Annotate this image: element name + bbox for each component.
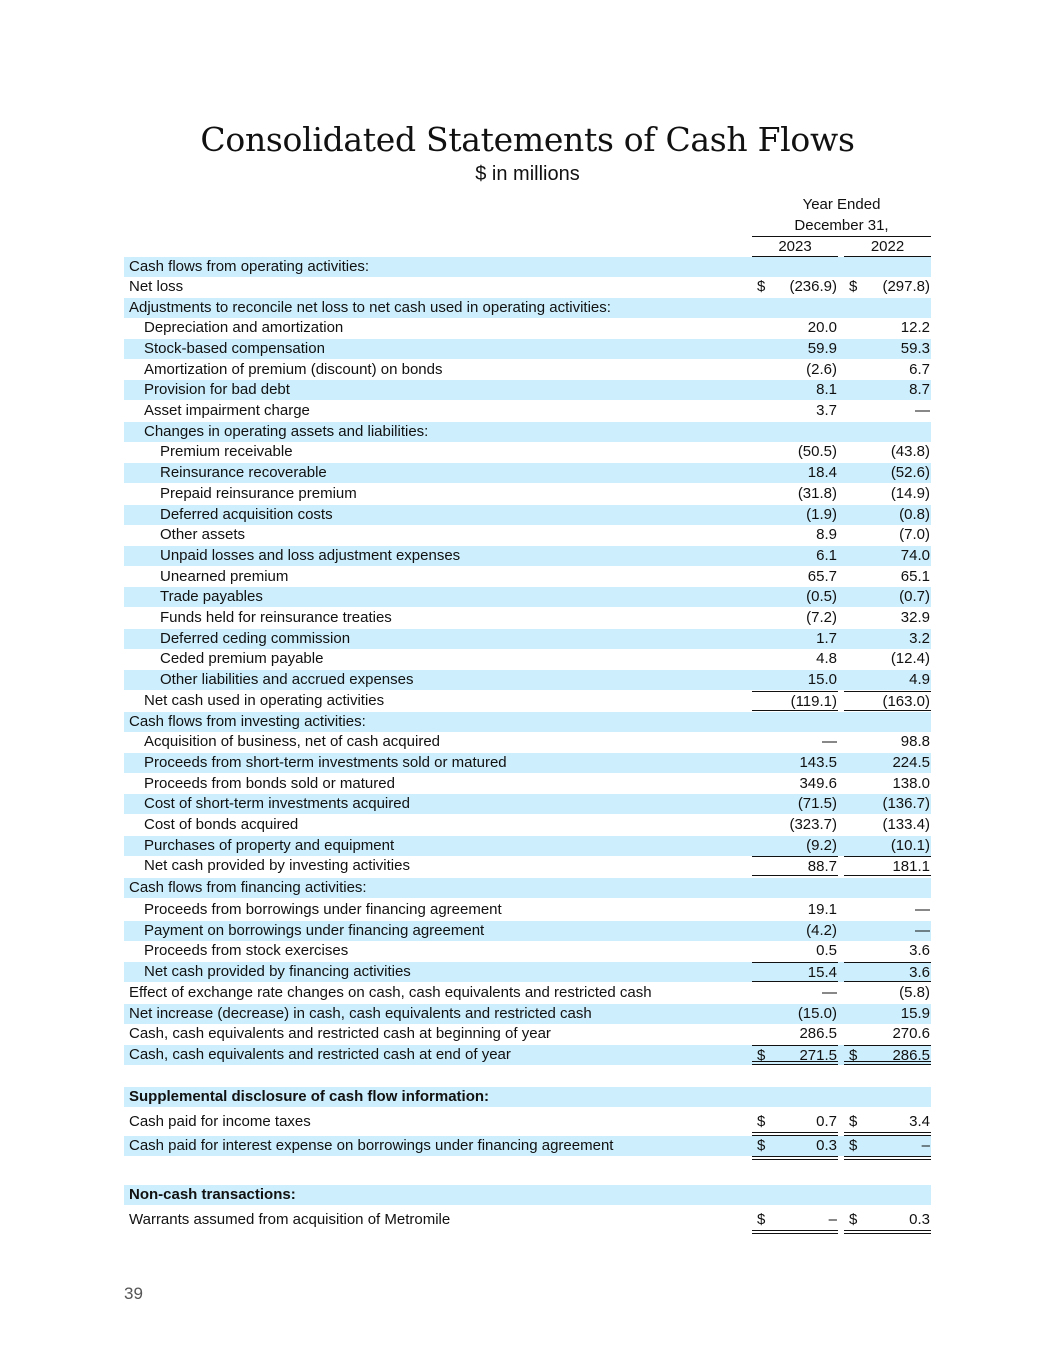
value-2023 [752, 422, 838, 442]
cell-value: (15.0) [797, 1005, 837, 1022]
value-2023 [752, 649, 838, 669]
row-label: Net loss [129, 278, 184, 295]
value-2022 [844, 962, 931, 982]
cell-value: — [822, 733, 837, 750]
cell-value: 15.4 [807, 964, 837, 981]
cell-value: (136.7) [882, 795, 930, 812]
cell-value: 59.9 [807, 340, 837, 357]
value-2023 [752, 318, 838, 338]
cell-value: (323.7) [789, 816, 837, 833]
cell-value: 0.7 [816, 1113, 837, 1130]
row-label: Cost of short-term investments acquired [144, 795, 410, 812]
table-row [124, 422, 931, 442]
value-2022 [844, 1210, 931, 1234]
cell-value: — [915, 901, 930, 918]
value-2023 [752, 629, 838, 649]
row-label: Other liabilities and accrued expenses [160, 671, 414, 688]
value-2022 [844, 1045, 931, 1065]
value-2022 [844, 277, 931, 297]
header-col-2023: 2023 [778, 238, 812, 255]
row-label: Net increase (decrease) in cash, cash equivalents and restricted cash [129, 1005, 592, 1022]
cell-value: 270.6 [892, 1025, 930, 1042]
value-2023 [752, 878, 838, 898]
value-2023 [752, 1087, 838, 1107]
cell-value: (9.2) [806, 837, 837, 854]
header-year-ended: Year Ended [802, 196, 881, 213]
cell-value: 8.1 [816, 381, 837, 398]
table-row [124, 380, 931, 400]
table-row [124, 629, 931, 649]
cell-value: 15.0 [807, 671, 837, 688]
table-row [124, 505, 931, 525]
row-label: Amortization of premium (discount) on bonds [144, 361, 443, 378]
row-label: Trade payables [160, 588, 263, 605]
cell-value: 20.0 [807, 319, 837, 336]
currency-symbol: $ [849, 1113, 858, 1130]
row-label: Proceeds from borrowings under financing agreement [144, 901, 502, 918]
value-2022 [844, 815, 931, 835]
cell-value: 65.7 [807, 568, 837, 585]
value-2022 [844, 670, 931, 690]
value-2023 [752, 962, 838, 982]
value-2023 [752, 505, 838, 525]
cell-value: 74.0 [900, 547, 930, 564]
row-label: Prepaid reinsurance premium [160, 485, 357, 502]
table-row [124, 525, 931, 545]
currency-symbol: $ [757, 1047, 766, 1064]
table-row [124, 277, 931, 297]
cell-value: 3.7 [816, 402, 837, 419]
value-2022 [844, 856, 931, 876]
row-label: Asset impairment charge [144, 402, 310, 419]
cell-value: 224.5 [892, 754, 930, 771]
cell-value: 6.1 [816, 547, 837, 564]
table-row [124, 463, 931, 483]
section-heading [124, 1087, 931, 1107]
table-row [124, 712, 931, 732]
cell-value: 0.3 [909, 1211, 930, 1228]
section-heading [124, 1185, 931, 1205]
value-2022 [844, 732, 931, 752]
row-label: Non-cash transactions: [129, 1186, 296, 1203]
value-2022 [844, 629, 931, 649]
value-2023 [752, 753, 838, 773]
row-label: Cash paid for income taxes [129, 1113, 311, 1130]
cell-value: (7.0) [899, 526, 930, 543]
page-subtitle: $ in millions [475, 163, 580, 185]
row-label: Other assets [160, 526, 246, 543]
cell-value: (5.8) [899, 984, 930, 1001]
table-row [124, 318, 931, 338]
cell-value: 32.9 [900, 609, 930, 626]
value-2022 [844, 525, 931, 545]
cell-value: 0.3 [816, 1137, 837, 1154]
table-row [124, 794, 931, 814]
table-row [124, 1210, 931, 1230]
table-row [124, 983, 931, 1003]
value-2022 [844, 1024, 931, 1044]
value-2023 [752, 360, 838, 380]
value-2022 [844, 339, 931, 359]
value-2022 [844, 505, 931, 525]
row-label: Supplemental disclosure of cash flow information: [129, 1088, 490, 1105]
row-label: Cost of bonds acquired [144, 816, 299, 833]
cell-value: 181.1 [892, 858, 930, 875]
cell-value: 271.5 [799, 1047, 837, 1064]
value-2023 [752, 921, 838, 941]
table-row [124, 670, 931, 690]
value-2023 [752, 546, 838, 566]
cell-value: 286.5 [799, 1025, 837, 1042]
cell-value: (133.4) [882, 816, 930, 833]
currency-symbol: $ [849, 1047, 858, 1064]
table-row [124, 1045, 931, 1065]
table-row [124, 815, 931, 835]
value-2022 [844, 774, 931, 794]
currency-symbol: $ [757, 278, 766, 295]
value-2022 [844, 878, 931, 898]
value-2022 [844, 983, 931, 1003]
value-2023 [752, 567, 838, 587]
row-label: Purchases of property and equipment [144, 837, 395, 854]
cell-value: (297.8) [882, 278, 930, 295]
table-row [124, 484, 931, 504]
cell-value: 65.1 [900, 568, 930, 585]
row-label: Net cash used in operating activities [144, 692, 385, 709]
cell-value: 98.8 [900, 733, 930, 750]
value-2022 [844, 1185, 931, 1205]
value-2023 [752, 380, 838, 400]
cell-value: 15.9 [900, 1005, 930, 1022]
cell-value: (236.9) [789, 278, 837, 295]
cell-value: – [828, 1211, 837, 1228]
row-label: Payment on borrowings under financing agreement [144, 922, 485, 939]
cell-value: (50.5) [797, 443, 837, 460]
cell-value: (1.9) [806, 506, 837, 523]
value-2023 [752, 608, 838, 628]
table-row [124, 567, 931, 587]
value-2023 [752, 1004, 838, 1024]
table-row [124, 401, 931, 421]
row-label: Acquisition of business, net of cash acquired [144, 733, 441, 750]
value-2022 [844, 649, 931, 669]
currency-symbol: $ [849, 278, 858, 295]
value-2023 [752, 1210, 838, 1234]
page-number: 39 [124, 1284, 143, 1303]
row-label: Funds held for reinsurance treaties [160, 609, 392, 626]
value-2022 [844, 1004, 931, 1024]
cell-value: (71.5) [797, 795, 837, 812]
table-row [124, 442, 931, 462]
value-2022 [844, 463, 931, 483]
cell-value: 4.9 [909, 671, 930, 688]
value-2023 [752, 794, 838, 814]
cell-value: – [921, 1137, 930, 1154]
currency-symbol: $ [849, 1137, 858, 1154]
value-2023 [752, 691, 838, 711]
table-row [124, 360, 931, 380]
row-label: Proceeds from short-term investments sold or matured [144, 754, 507, 771]
value-2023 [752, 774, 838, 794]
value-2023 [752, 442, 838, 462]
value-2023 [752, 1112, 838, 1136]
table-row [124, 1004, 931, 1024]
cell-value: (0.7) [899, 588, 930, 605]
cell-value: 8.7 [909, 381, 930, 398]
cell-value: 8.9 [816, 526, 837, 543]
table-row [124, 1024, 931, 1044]
cell-value: (4.2) [806, 922, 837, 939]
value-2022 [844, 380, 931, 400]
page-title: Consolidated Statements of Cash Flows [200, 120, 855, 159]
row-label: Ceded premium payable [160, 650, 324, 667]
table-row [124, 921, 931, 941]
row-label: Net cash provided by financing activities [144, 963, 411, 980]
row-label: Cash flows from financing activities: [129, 879, 367, 896]
value-2022 [844, 691, 931, 711]
row-label: Cash, cash equivalents and restricted cash at beginning of year [129, 1025, 551, 1042]
table-row [124, 1112, 931, 1132]
table-row [124, 691, 931, 711]
value-2023 [752, 856, 838, 876]
cell-value: (2.6) [806, 361, 837, 378]
value-2023 [752, 836, 838, 856]
cell-value: (7.2) [806, 609, 837, 626]
value-2022 [844, 484, 931, 504]
value-2022 [844, 546, 931, 566]
table-row [124, 836, 931, 856]
header-col-2022: 2022 [870, 238, 905, 255]
table-row [124, 298, 931, 318]
row-label: Effect of exchange rate changes on cash, cash equivalents and restricted cash [129, 984, 652, 1001]
value-2023 [752, 277, 838, 297]
table-row [124, 962, 931, 982]
table-row [124, 587, 931, 607]
cell-value: 3.2 [909, 630, 930, 647]
value-2022 [844, 921, 931, 941]
value-2022 [844, 608, 931, 628]
cell-value: 18.4 [807, 464, 837, 481]
value-2023 [752, 941, 838, 961]
cell-value: (119.1) [790, 693, 837, 710]
cell-value: — [915, 402, 930, 419]
row-label: Changes in operating assets and liabilities: [144, 423, 429, 440]
value-2023 [752, 732, 838, 752]
value-2023 [752, 1185, 838, 1205]
value-2023 [752, 484, 838, 504]
value-2022 [844, 567, 931, 587]
table-row [124, 257, 931, 277]
table-row [124, 753, 931, 773]
value-2023 [752, 298, 838, 318]
value-2023 [752, 1136, 838, 1160]
table-row [124, 649, 931, 669]
cell-value: (0.5) [806, 588, 837, 605]
table-row [124, 856, 931, 876]
cell-value: 138.0 [892, 775, 930, 792]
cell-value: 3.6 [909, 964, 930, 981]
row-label: Warrants assumed from acquisition of Metromile [129, 1211, 451, 1228]
row-label: Deferred acquisition costs [160, 506, 333, 523]
cell-value: 286.5 [892, 1047, 930, 1064]
value-2022 [844, 360, 931, 380]
value-2023 [752, 712, 838, 732]
value-2022 [844, 836, 931, 856]
cell-value: — [822, 984, 837, 1001]
table-row [124, 941, 931, 961]
table-row [124, 878, 931, 898]
cell-value: (14.9) [890, 485, 930, 502]
cell-value: 1.7 [816, 630, 837, 647]
row-label: Unpaid losses and loss adjustment expenses [160, 547, 461, 564]
value-2022 [844, 941, 931, 961]
value-2022 [844, 401, 931, 421]
value-2022 [844, 257, 931, 277]
value-2023 [752, 257, 838, 277]
row-label: Deferred ceding commission [160, 630, 351, 647]
row-label: Cash, cash equivalents and restricted cash at end of year [129, 1046, 511, 1063]
cell-value: 3.4 [909, 1113, 930, 1130]
row-label: Provision for bad debt [144, 381, 290, 398]
row-label: Cash flows from operating activities: [129, 258, 370, 275]
cell-value: 349.6 [799, 775, 837, 792]
row-label: Proceeds from bonds sold or matured [144, 775, 395, 792]
value-2023 [752, 587, 838, 607]
cell-value: 143.5 [799, 754, 837, 771]
cell-value: 4.8 [816, 650, 837, 667]
row-label: Reinsurance recoverable [160, 464, 327, 481]
cell-value: (10.1) [890, 837, 930, 854]
cell-value: 12.2 [900, 319, 930, 336]
table-row [124, 339, 931, 359]
value-2022 [844, 442, 931, 462]
value-2022 [844, 900, 931, 920]
value-2022 [844, 794, 931, 814]
value-2023 [752, 339, 838, 359]
value-2022 [844, 298, 931, 318]
row-label: Adjustments to reconcile net loss to net cash used in operating activities: [129, 299, 611, 316]
value-2022 [844, 1112, 931, 1136]
currency-symbol: $ [849, 1211, 858, 1228]
table-row [124, 900, 931, 920]
cell-value: 59.3 [900, 340, 930, 357]
header-rule [752, 236, 931, 237]
row-label: Unearned premium [160, 568, 289, 585]
row-label: Stock-based compensation [144, 340, 325, 357]
table-row [124, 608, 931, 628]
table-row [124, 732, 931, 752]
value-2022 [844, 587, 931, 607]
currency-symbol: $ [757, 1137, 766, 1154]
value-2023 [752, 1024, 838, 1044]
cell-value: 88.7 [807, 858, 837, 875]
value-2022 [844, 422, 931, 442]
cell-value: 19.1 [807, 901, 837, 918]
header-date: December 31, [794, 217, 889, 234]
row-label: Proceeds from stock exercises [144, 942, 349, 959]
cell-value: 0.5 [816, 942, 837, 959]
table-row [124, 546, 931, 566]
cell-value: 3.6 [909, 942, 930, 959]
currency-symbol: $ [757, 1113, 766, 1130]
row-label: Depreciation and amortization [144, 319, 344, 336]
value-2022 [844, 1136, 931, 1160]
cell-value: (31.8) [797, 485, 837, 502]
value-2023 [752, 900, 838, 920]
table-row [124, 774, 931, 794]
value-2023 [752, 670, 838, 690]
value-2023 [752, 983, 838, 1003]
row-label: Cash flows from investing activities: [129, 713, 366, 730]
row-label: Cash paid for interest expense on borrowings under financing agreement [129, 1137, 614, 1154]
cell-value: (43.8) [890, 443, 930, 460]
cell-value: (163.0) [882, 693, 930, 710]
table-row [124, 1136, 931, 1156]
cell-value: (12.4) [890, 650, 930, 667]
row-label: Premium receivable [160, 443, 293, 460]
row-label: Net cash provided by investing activities [144, 857, 410, 874]
value-2022 [844, 712, 931, 732]
value-2022 [844, 1087, 931, 1107]
value-2023 [752, 525, 838, 545]
value-2022 [844, 753, 931, 773]
value-2023 [752, 401, 838, 421]
value-2023 [752, 815, 838, 835]
cell-value: (0.8) [899, 506, 930, 523]
value-2023 [752, 1045, 838, 1065]
value-2023 [752, 463, 838, 483]
cell-value: — [915, 922, 930, 939]
cell-value: (52.6) [890, 464, 930, 481]
value-2022 [844, 318, 931, 338]
cell-value: 6.7 [909, 361, 930, 378]
currency-symbol: $ [757, 1211, 766, 1228]
